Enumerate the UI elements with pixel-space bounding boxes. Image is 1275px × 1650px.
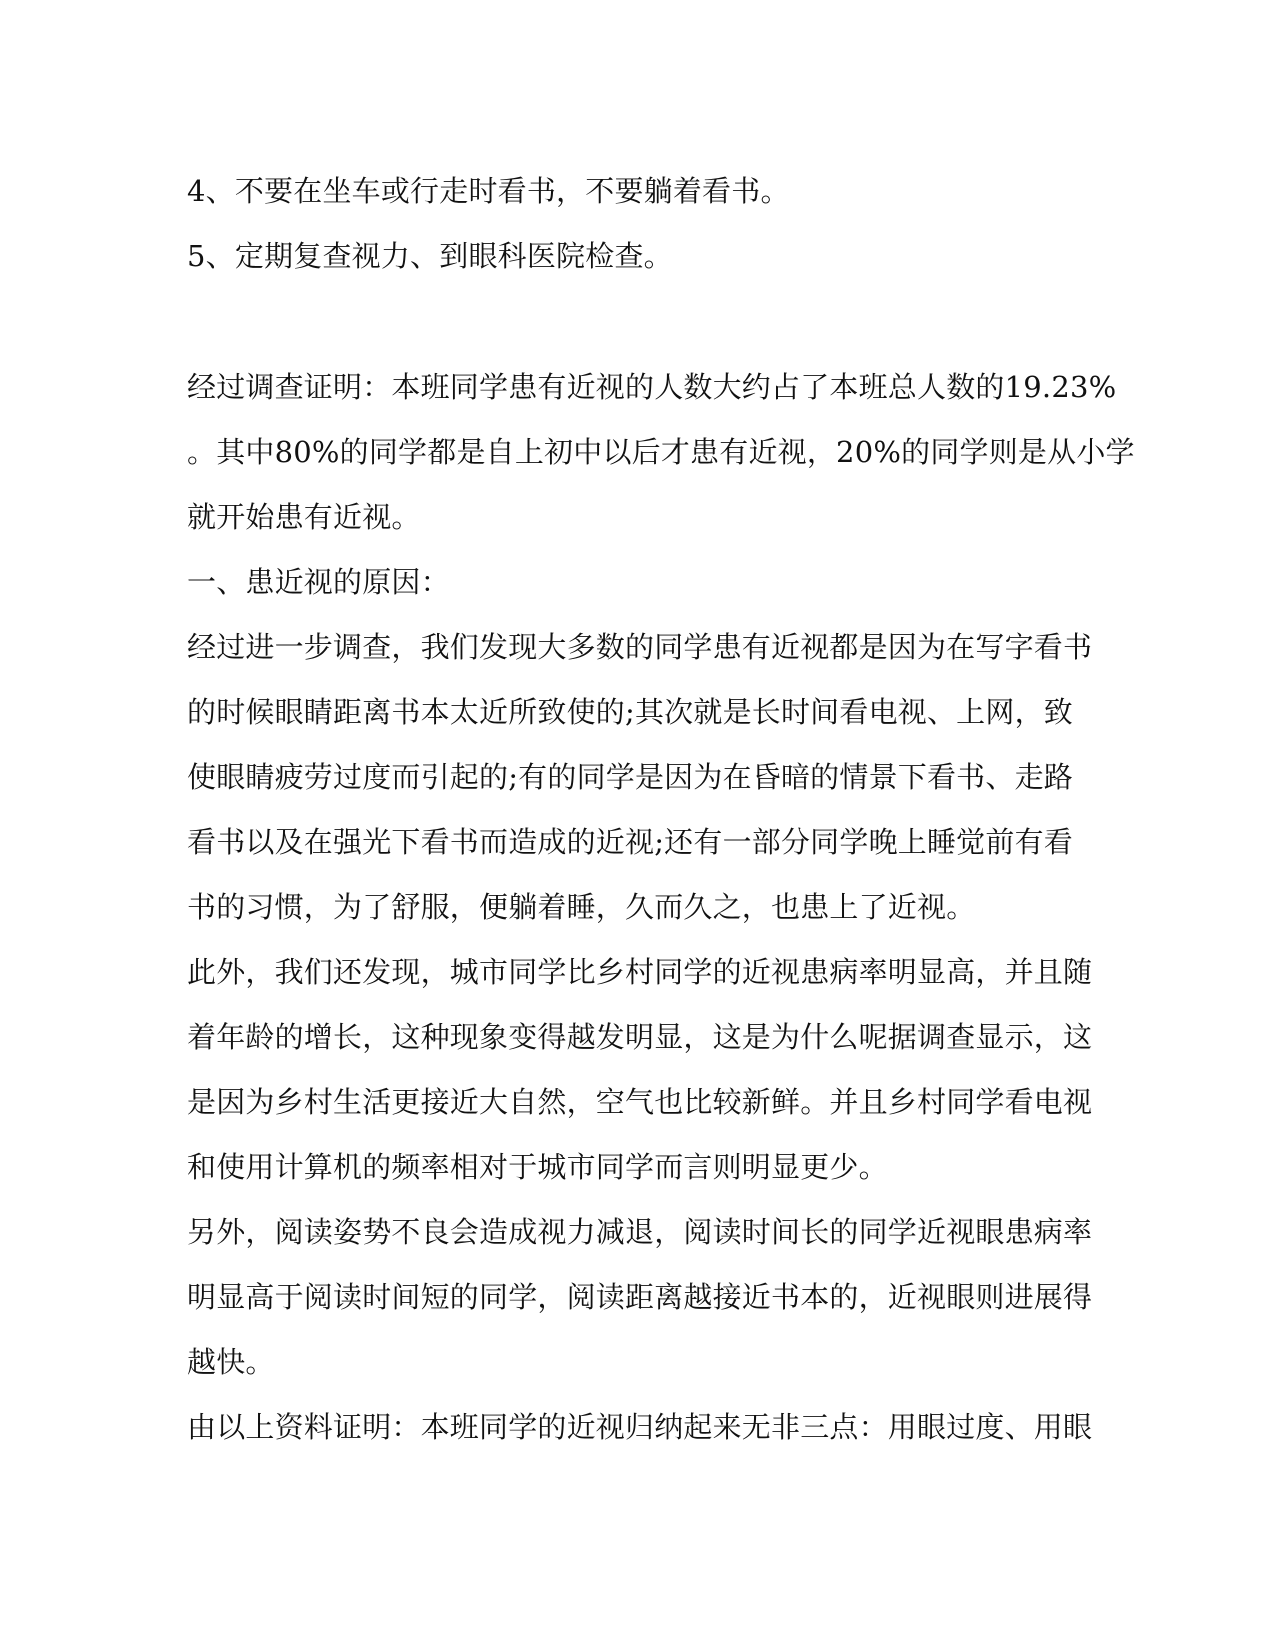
paragraph-line: 越快。 bbox=[187, 1345, 275, 1379]
list-item-4: 4、不要在坐车或行走时看书，不要躺着看书。 bbox=[187, 174, 790, 208]
paragraph-line: 明显高于阅读时间短的同学，阅读距离越接近书本的，近视眼则进展得 bbox=[187, 1280, 1093, 1314]
paragraph-line: 就开始患有近视。 bbox=[187, 500, 421, 534]
paragraph-line: 。其中80%的同学都是自上初中以后才患有近视，20%的同学则是从小学 bbox=[187, 435, 1135, 469]
paragraph-line: 的时候眼睛距离书本太近所致使的;其次就是长时间看电视、上网，致 bbox=[187, 695, 1073, 729]
paragraph-line: 由以上资料证明：本班同学的近视归纳起来无非三点：用眼过度、用眼 bbox=[187, 1410, 1093, 1444]
paragraph-line: 看书以及在强光下看书而造成的近视;还有一部分同学晚上睡觉前有看 bbox=[187, 825, 1073, 859]
paragraph-line: 经过调查证明：本班同学患有近视的人数大约占了本班总人数的19.23% bbox=[187, 370, 1117, 404]
paragraph-line: 和使用计算机的频率相对于城市同学而言则明显更少。 bbox=[187, 1150, 888, 1184]
paragraph-line: 此外，我们还发现，城市同学比乡村同学的近视患病率明显高，并且随 bbox=[187, 955, 1093, 989]
paragraph-line: 使眼睛疲劳过度而引起的;有的同学是因为在昏暗的情景下看书、走路 bbox=[187, 760, 1073, 794]
list-item-5: 5、定期复查视力、到眼科医院检查。 bbox=[187, 239, 673, 273]
paragraph-line: 着年龄的增长，这种现象变得越发明显，这是为什么呢据调查显示，这 bbox=[187, 1020, 1093, 1054]
paragraph-line: 书的习惯，为了舒服，便躺着睡，久而久之，也患上了近视。 bbox=[187, 890, 976, 924]
paragraph-line: 另外，阅读姿势不良会造成视力减退，阅读时间长的同学近视眼患病率 bbox=[187, 1215, 1093, 1249]
section-heading: 一、患近视的原因： bbox=[187, 565, 450, 599]
paragraph-line: 经过进一步调查，我们发现大多数的同学患有近视都是因为在写字看书 bbox=[187, 630, 1093, 664]
paragraph-line: 是因为乡村生活更接近大自然，空气也比较新鲜。并且乡村同学看电视 bbox=[187, 1085, 1093, 1119]
